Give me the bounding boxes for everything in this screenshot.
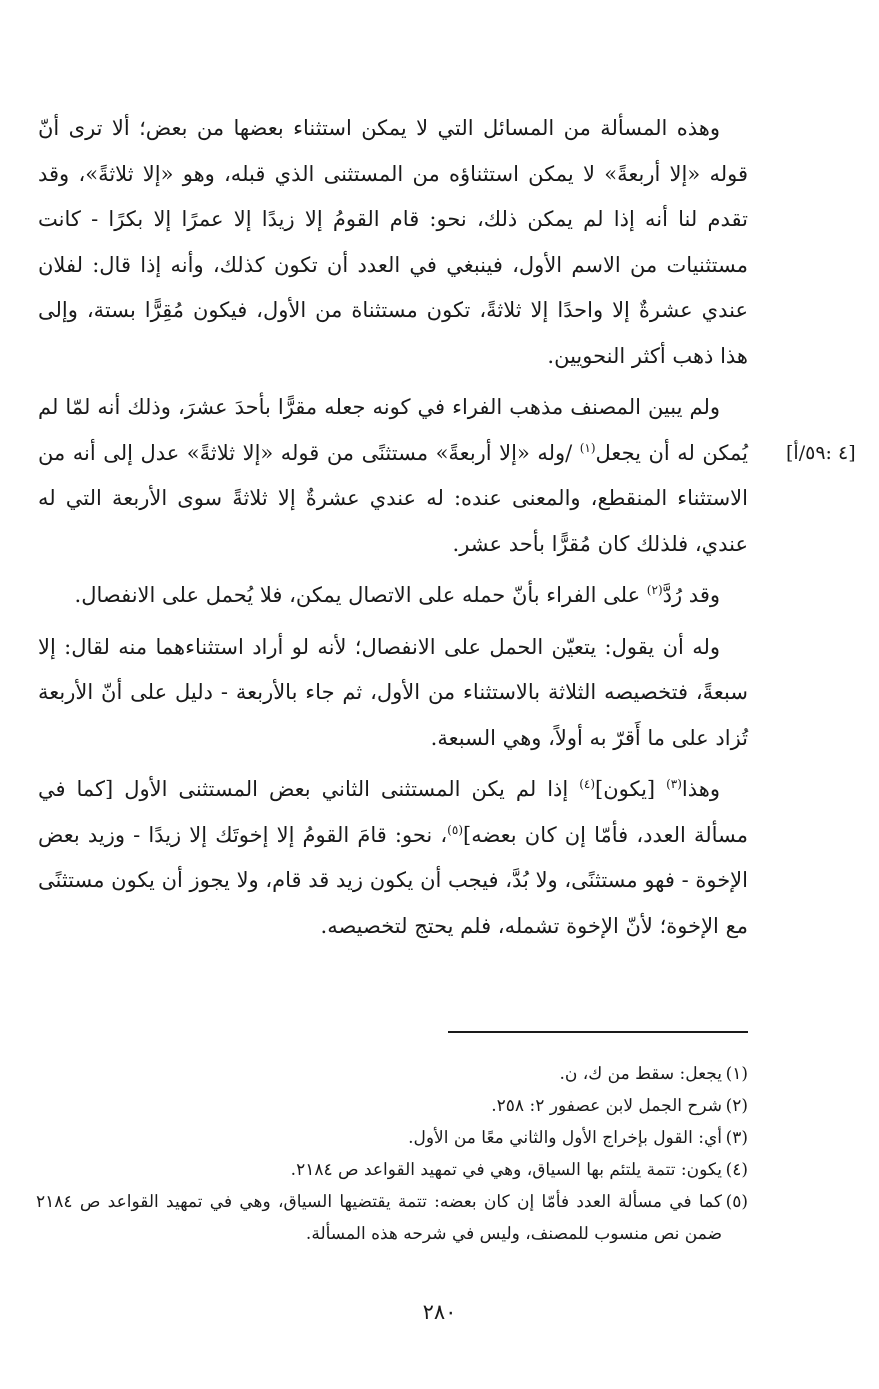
paragraph-3-text-a: وقد رُدَّ — [662, 583, 720, 607]
footnote-2 — [36, 1090, 748, 1122]
footnote-3-text: أي: القول بإخراج الأول والثاني معًا من الأول. — [408, 1128, 722, 1148]
page-number: ٢٨٠ — [422, 1300, 457, 1324]
footnote-5-text: كما في مسألة العدد فأمّا إن كان بعضه: تتمة يقتضيها السياق، وهي في تمهيد القواعد ص ٢١٨٤ ضمن نص منسوب للمصنف، وليس في شرحه هذه المسألة. — [36, 1192, 722, 1244]
paragraph-4: وله أن يقول: يتعيّن الحمل على الانفصال؛ لأنه لو أراد استثناءهما منه لقال: إلا سبعةً، فتخصيصه الثلاثة بالاستثناء من الأول، ثم جاء بالأربعة - دليل على أنّ الأربعة تُزاد على ما أَقرّ به أولاً، وهي السبعة. — [38, 634, 748, 750]
paragraph-5-text-a: وهذا — [681, 777, 720, 801]
footnote-5-number: (٥) — [725, 1192, 748, 1212]
footnote-3-number: (٣) — [725, 1128, 748, 1148]
footnote-ref-1[interactable]: (١) — [579, 440, 596, 455]
paragraph-2-text-b: /وله «إلا أربعةً» مستثنًى من قوله «إلا ثلاثةً» عدل إلى أنه من الاستثناء المنقطع، والمعنى عنده: له عندي عشرةٌ إلا ثلاثةً سوى الأربعة التي له عندي، فلذلك كان مُقرًّا بأحد عشر. — [38, 440, 748, 556]
footnote-1-number: (١) — [725, 1064, 748, 1084]
footnote-2-number: (٢) — [725, 1096, 748, 1116]
main-text — [38, 106, 748, 955]
paragraph-2 — [38, 385, 748, 567]
paragraph-5-text-b: [يكون] — [595, 777, 667, 801]
footnote-ref-3[interactable]: (٣) — [666, 777, 682, 791]
paragraph-2-text-a: ولم يبين المصنف مذهب الفراء في كونه جعله مقرًّا بأحدَ عشرَ، وذلك أنه لمّا لم يُمكن له أن يجعل — [38, 395, 748, 465]
footnote-4 — [36, 1154, 748, 1186]
paragraph-5-text-c: إذا لم يكن المستثنى الثاني بعض المستثنى الأول [كما في مسألة العدد، فأمّا إن كان بعضه] — [38, 777, 748, 847]
footnote-3 — [36, 1122, 748, 1154]
footnote-ref-5[interactable]: (٥) — [447, 822, 463, 837]
paragraph-5-text-d: ، نحو: قامَ القومُ إلا إخوتَك إلا زيدًا - وزيد بعض الإخوة - فهو مستثنًى، ولا بُدَّ، فيجب أن يكون زيد قد قام، ولا يجوز أن يكون مستثنًى مع الإخوة؛ لأنّ الإخوة تشمله، فلم يحتج لتخصيصه. — [38, 822, 748, 938]
footnote-ref-4[interactable]: (٤) — [579, 777, 596, 791]
footnote-2-text: شرح الجمل لابن عصفور ٢: ٢٥٨. — [491, 1096, 722, 1116]
footnotes — [36, 1058, 748, 1250]
footnote-ref-2[interactable]: (٢) — [646, 583, 663, 597]
paragraph-3 — [38, 573, 748, 619]
paragraph-3-text-b: على الفراء بأنّ حمله على الاتصال يمكن، فلا يُحمل على الانفصال. — [74, 583, 647, 607]
footnote-4-text: يكون: تتمة يلتئم بها السياق، وهي في تمهيد القواعد ص ٢١٨٤. — [290, 1160, 722, 1180]
paragraph-5 — [38, 767, 748, 949]
footnote-1-text: يجعل: سقط من ك، ن. — [559, 1064, 722, 1084]
footnote-4-number: (٤) — [725, 1160, 748, 1180]
footnote-5 — [36, 1186, 748, 1250]
manuscript-margin-ref: [٤ :٥٩/أ] — [786, 442, 856, 464]
footnote-1 — [36, 1058, 748, 1090]
paragraph-1: وهذه المسألة من المسائل التي لا يمكن استثناء بعضها من بعض؛ ألا ترى أنّ قوله «إلا أربعةً» لا يمكن استثناؤه من المستثنى الذي قبله، وهو «إلا ثلاثةً»، وقد تقدم لنا أنه إذا لم يمكن ذلك، نحو: قام القومُ إلا زيدًا إلا عمرًا إلا بكرًا - كانت مستثنيات من الاسم الأول، فينبغي في العدد أن تكون كذلك، وأنه إذا قال: لفلان عندي عشرةٌ إلا واحدًا إلا ثلاثةً، تكون مستثناة من الأول، فيكون مُقِرًّا بستة، وإلى هذا ذهب أكثر النحويين. — [38, 116, 748, 368]
footnote-divider — [448, 1031, 748, 1033]
